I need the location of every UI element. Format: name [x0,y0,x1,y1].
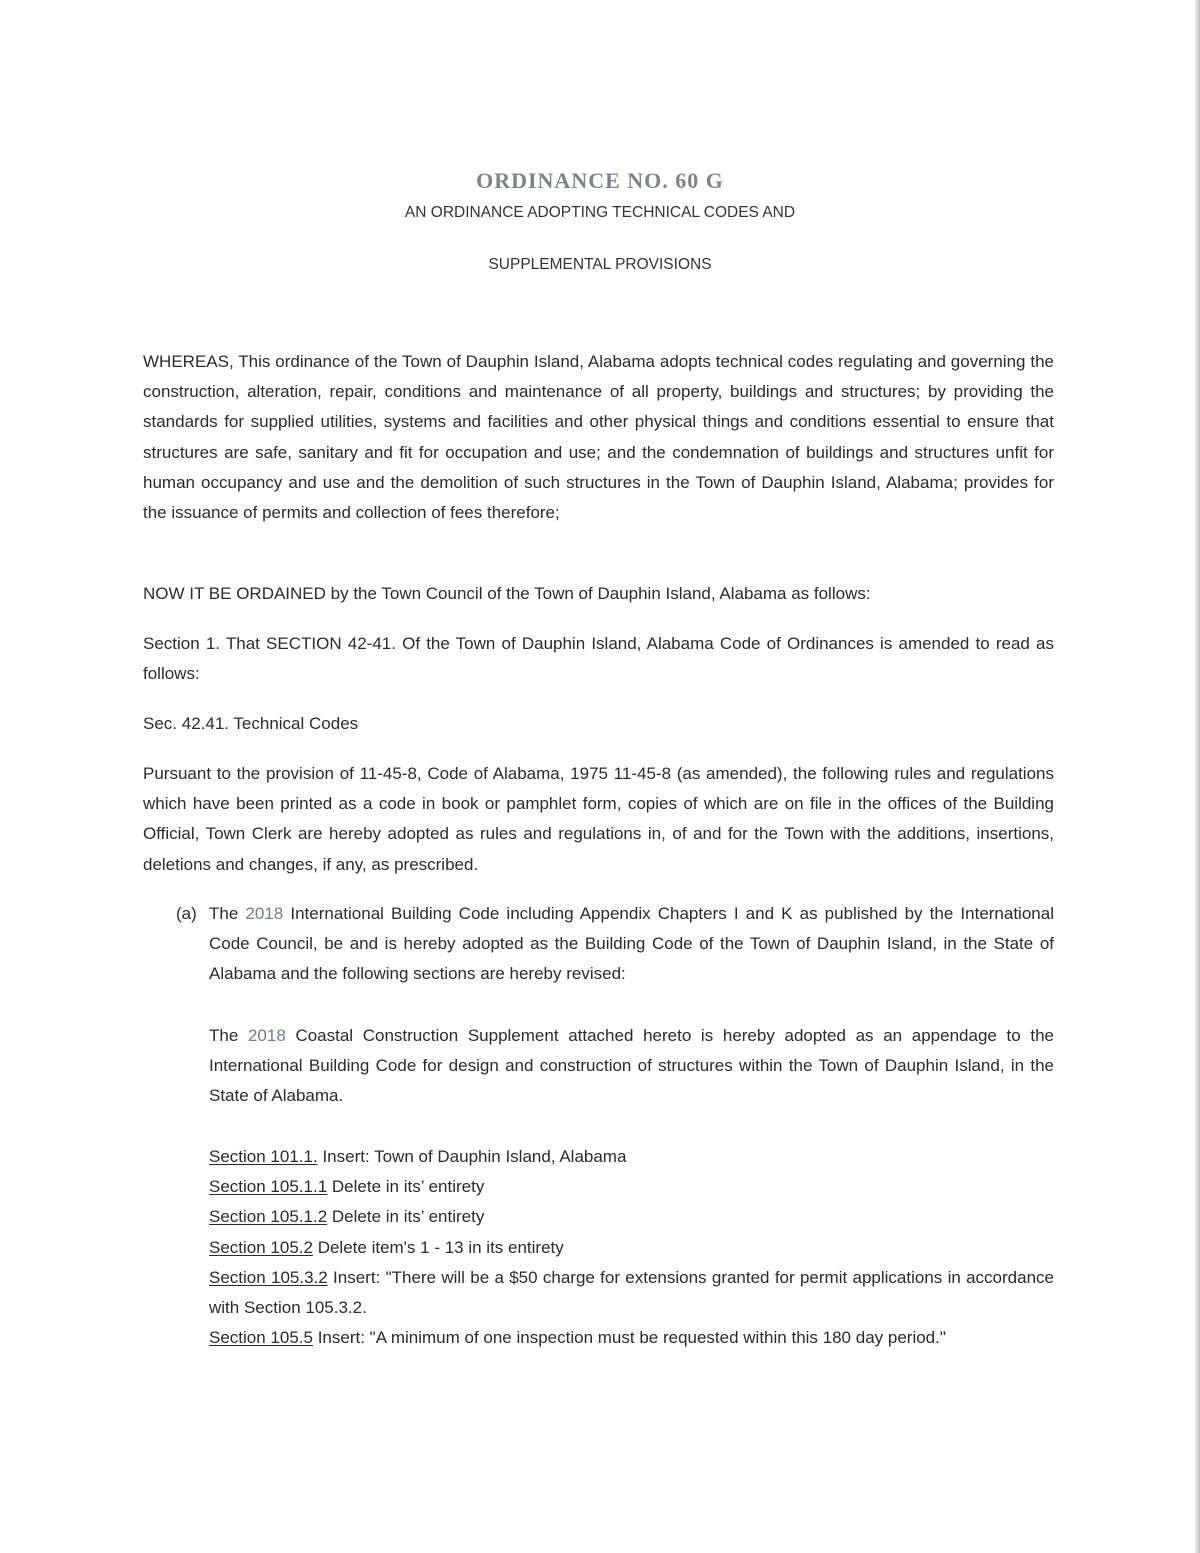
coastal-year: 2018 [247,1026,286,1045]
section-revisions-list [209,1142,1054,1353]
section-1-paragraph: Section 1. That SECTION 42-41. Of the Town of Dauphin Island, Alabama Code of Ordinances is amended to read as follows: [143,634,1054,684]
ordinance-title: ORDINANCE NO. 60 G [476,168,724,193]
revision-item [209,1142,1054,1172]
revision-item [209,1202,1054,1232]
revision-item [209,1233,1054,1263]
section-text: Insert: "A minimum of one inspection must be requested within this 180 day period." [317,1328,946,1348]
revision-item [209,1263,1054,1323]
ordinance-subtitle-line-1: AN ORDINANCE ADOPTING TECHNICAL CODES AND [404,204,796,221]
revision-item [209,1172,1054,1202]
coastal-text: Coastal Construction Supplement attached hereto is hereby adopted as an appendage to the International Building Code for design and construction of structures within the Town of Dauphin Island, in the State of Alabama. [209,1026,1054,1106]
item-a-prefix: The [209,904,239,923]
section-ref: Section 105.2 [209,1237,313,1257]
item-a-text: International Building Code including Appendix Chapters I and K as published by the International Code Council, be and is hereby adopted as the Building Code of the Town of Dauphin Island, in the State of Alabama and the following sections are hereby revised: [209,904,1054,984]
now-ordained-paragraph: NOW IT BE ORDAINED by the Town Council of the Town of Dauphin Island, Alabama as follows: [143,584,871,603]
section-ref: Section 105.5 [209,1328,313,1348]
section-text: Delete item's 1 - 13 in its entirety [317,1237,564,1257]
section-text: Insert: "There will be a $50 charge for extensions granted for permit applications in accordance with Section 105.3.2. [209,1267,1054,1318]
section-ref: Section 101.1. [209,1147,318,1166]
section-ref: Section 105.1.2 [209,1207,328,1227]
item-a-paragraph [209,899,1054,990]
ordinance-subtitle-line-2: SUPPLEMENTAL PROVISIONS [488,256,712,273]
pursuant-paragraph: Pursuant to the provision of 11-45-8, Code of Alabama, 1975 11-45-8 (as amended), the following rules and regulations which have been printed as a code in book or pamphlet form, copies of which are on file in the offices of the Building Official, Town Clerk are hereby adopted as rules and regulations in, of and for the Town with the additions, insertions, deletions and changes, if any, as prescribed. [143,764,1054,874]
page-edge-shadow [1194,0,1200,1553]
item-a-year: 2018 [245,904,284,923]
coastal-prefix: The [209,1026,239,1045]
coastal-supplement-paragraph [209,1021,1054,1112]
section-ref: Section 105.3.2 [209,1267,328,1287]
section-text: Insert: Town of Dauphin Island, Alabama [322,1147,627,1166]
item-a-label: (a) [176,904,197,923]
technical-codes-heading: Sec. 42.41. Technical Codes [143,714,359,733]
whereas-paragraph: WHEREAS, This ordinance of the Town of Dauphin Island, Alabama adopts technical codes regulating and governing the construction, alteration, repair, conditions and maintenance of all property, buildings and structures; by providing the standards for supplied utilities, systems and facilities and other physical things and conditions essential to ensure that structures are safe, sanitary and fit for occupation and use; and the condemnation of buildings and structures unfit for human occupancy and use and the demolition of such structures in the Town of Dauphin Island, Alabama; provides for the issuance of permits and collection of fees therefore; [143,352,1054,523]
section-text: Delete in its’ entirety [331,1177,485,1197]
section-ref: Section 105.1.1 [209,1177,328,1197]
section-text: Delete in its’ entirety [331,1207,485,1227]
revision-item [209,1323,1054,1353]
